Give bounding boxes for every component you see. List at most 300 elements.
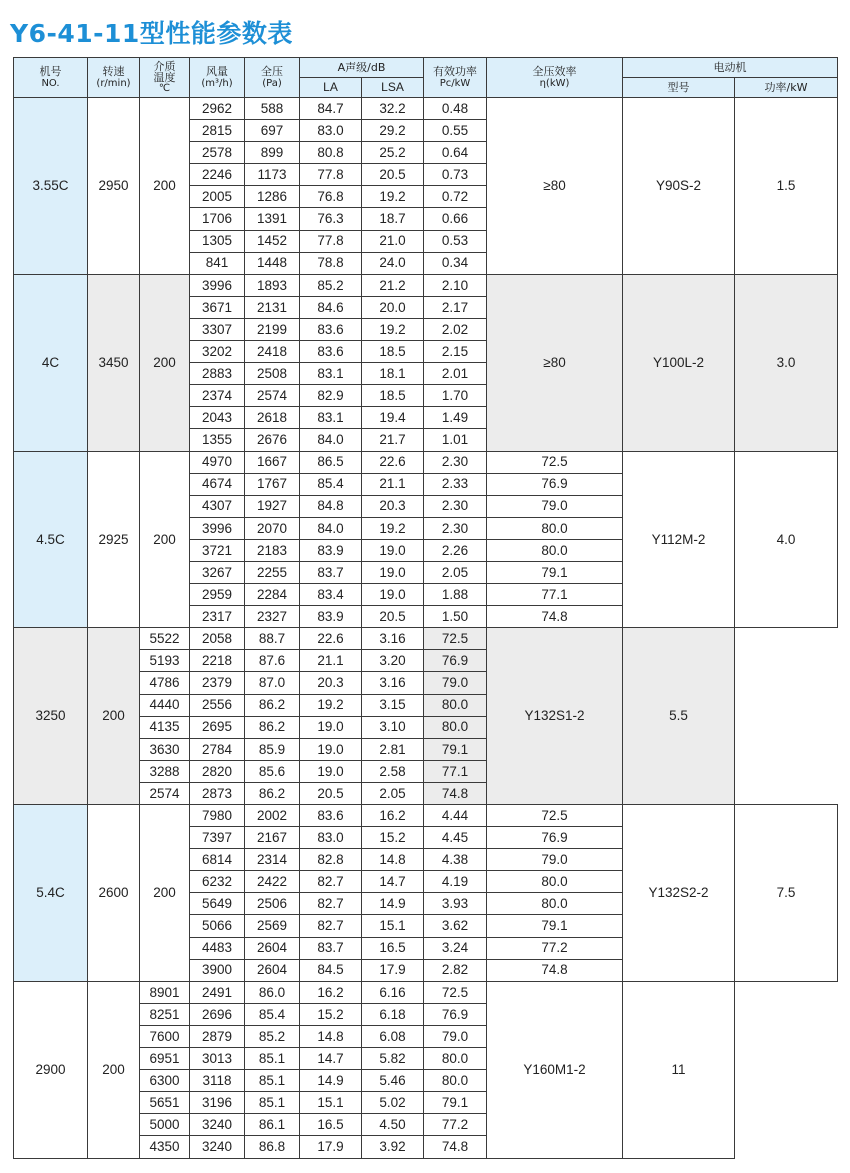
la-cell: 85.1 <box>245 1048 300 1070</box>
lsa-cell: 15.1 <box>300 1092 362 1114</box>
power-cell: 2.30 <box>424 451 487 473</box>
pressure-cell: 1893 <box>245 274 300 296</box>
power-cell: 2.17 <box>424 296 487 318</box>
header-lsa: LSA <box>362 78 424 98</box>
la-cell: 88.7 <box>245 628 300 650</box>
efficiency-cell: 76.9 <box>487 473 623 495</box>
flow-cell: 4440 <box>140 694 190 716</box>
la-cell: 83.4 <box>300 584 362 606</box>
header-speed: 转速 (r/min) <box>88 58 140 98</box>
flow-cell: 3202 <box>190 341 245 363</box>
motor-type-cell: Y90S-2 <box>623 98 735 275</box>
motor-type-cell: Y132S1-2 <box>487 628 623 805</box>
lsa-cell: 14.9 <box>362 893 424 915</box>
flow-cell: 2574 <box>140 782 190 804</box>
lsa-cell: 16.5 <box>300 1114 362 1136</box>
power-cell: 4.44 <box>424 805 487 827</box>
power-cell: 4.50 <box>362 1114 424 1136</box>
la-cell: 86.5 <box>300 451 362 473</box>
efficiency-cell: 79.1 <box>487 915 623 937</box>
power-cell: 6.18 <box>362 1003 424 1025</box>
power-cell: 5.82 <box>362 1048 424 1070</box>
model-number-cell: 4.5C <box>14 451 88 628</box>
la-cell: 86.1 <box>245 1114 300 1136</box>
efficiency-cell: 79.0 <box>424 672 487 694</box>
power-cell: 0.55 <box>424 120 487 142</box>
header-efficiency: 全压效率 η(kW) <box>487 58 623 98</box>
pressure-cell: 3118 <box>190 1070 245 1092</box>
la-cell: 86.2 <box>245 716 300 738</box>
temp-cell: 200 <box>140 98 190 275</box>
pressure-cell: 2508 <box>245 363 300 385</box>
efficiency-cell: ≥80 <box>487 98 623 275</box>
model-number-cell: 5.4C <box>14 805 88 982</box>
flow-cell: 4135 <box>140 716 190 738</box>
flow-cell: 3996 <box>190 517 245 539</box>
pressure-cell: 2131 <box>245 296 300 318</box>
lsa-cell: 15.2 <box>300 1003 362 1025</box>
motor-type-cell: Y112M-2 <box>623 451 735 628</box>
model-block-4-5c <box>14 451 838 628</box>
flow-cell: 4970 <box>190 451 245 473</box>
pressure-cell: 1448 <box>245 252 300 274</box>
power-cell: 3.93 <box>424 893 487 915</box>
la-cell: 82.7 <box>300 871 362 893</box>
power-cell: 0.34 <box>424 252 487 274</box>
la-cell: 82.7 <box>300 915 362 937</box>
temp-cell: 200 <box>88 628 140 805</box>
la-cell: 76.8 <box>300 186 362 208</box>
flow-cell: 7600 <box>140 1025 190 1047</box>
lsa-cell: 19.0 <box>300 760 362 782</box>
lsa-cell: 19.0 <box>362 561 424 583</box>
power-cell: 2.81 <box>362 738 424 760</box>
power-cell: 0.48 <box>424 98 487 120</box>
efficiency-cell: 80.0 <box>487 871 623 893</box>
pressure-cell: 3240 <box>190 1136 245 1158</box>
lsa-cell: 14.9 <box>300 1070 362 1092</box>
efficiency-cell: 76.9 <box>424 650 487 672</box>
power-cell: 3.16 <box>362 672 424 694</box>
efficiency-cell: 74.8 <box>424 1136 487 1158</box>
speed-cell: 3450 <box>88 274 140 451</box>
flow-cell: 7397 <box>190 827 245 849</box>
pressure-cell: 2218 <box>190 650 245 672</box>
pressure-cell: 1927 <box>245 495 300 517</box>
power-cell: 5.46 <box>362 1070 424 1092</box>
lsa-cell: 16.2 <box>362 805 424 827</box>
flow-cell: 5651 <box>140 1092 190 1114</box>
flow-cell: 2005 <box>190 186 245 208</box>
speed-cell: 2925 <box>88 451 140 628</box>
motor-type-cell: Y132S2-2 <box>623 805 735 982</box>
efficiency-cell: 74.8 <box>487 606 623 628</box>
la-cell: 84.5 <box>300 959 362 981</box>
lsa-cell: 29.2 <box>362 120 424 142</box>
lsa-cell: 20.5 <box>362 164 424 186</box>
la-cell: 85.6 <box>245 760 300 782</box>
power-cell: 0.73 <box>424 164 487 186</box>
header-power: 有效功率 Pc/kW <box>424 58 487 98</box>
pressure-cell: 2418 <box>245 341 300 363</box>
la-cell: 85.4 <box>245 1003 300 1025</box>
pressure-cell: 2879 <box>190 1025 245 1047</box>
efficiency-cell: 80.0 <box>487 539 623 561</box>
efficiency-cell: 77.2 <box>487 937 623 959</box>
lsa-cell: 21.1 <box>362 473 424 495</box>
pressure-cell: 1173 <box>245 164 300 186</box>
lsa-cell: 19.2 <box>362 517 424 539</box>
efficiency-cell: 74.8 <box>487 959 623 981</box>
speed-cell: 2600 <box>88 805 140 982</box>
pressure-cell: 588 <box>245 98 300 120</box>
la-cell: 82.8 <box>300 849 362 871</box>
model-block-4c <box>14 274 838 451</box>
flow-cell: 8251 <box>140 1003 190 1025</box>
power-cell: 3.10 <box>362 716 424 738</box>
pressure-cell: 3013 <box>190 1048 245 1070</box>
flow-cell: 4350 <box>140 1136 190 1158</box>
efficiency-cell: 79.0 <box>424 1025 487 1047</box>
lsa-cell: 19.4 <box>362 407 424 429</box>
lsa-cell: 20.5 <box>362 606 424 628</box>
pressure-cell: 2379 <box>190 672 245 694</box>
power-cell: 4.19 <box>424 871 487 893</box>
power-cell: 3.24 <box>424 937 487 959</box>
la-cell: 83.9 <box>300 606 362 628</box>
la-cell: 82.7 <box>300 893 362 915</box>
flow-cell: 2374 <box>190 385 245 407</box>
efficiency-cell: 80.0 <box>424 1070 487 1092</box>
lsa-cell: 25.2 <box>362 142 424 164</box>
power-cell: 0.72 <box>424 186 487 208</box>
flow-cell: 7980 <box>190 805 245 827</box>
pressure-cell: 2058 <box>190 628 245 650</box>
pressure-cell: 697 <box>245 120 300 142</box>
flow-cell: 6951 <box>140 1048 190 1070</box>
la-cell: 77.8 <box>300 230 362 252</box>
power-cell: 2.82 <box>424 959 487 981</box>
model-block-5-4c-high-speed <box>14 981 838 1158</box>
header-noise: A声级/dB <box>300 58 424 78</box>
efficiency-cell: 77.1 <box>487 584 623 606</box>
power-cell: 0.64 <box>424 142 487 164</box>
efficiency-cell: 79.1 <box>424 738 487 760</box>
efficiency-cell: 80.0 <box>487 517 623 539</box>
power-cell: 2.10 <box>424 274 487 296</box>
pressure-cell: 2199 <box>245 318 300 340</box>
lsa-cell: 20.5 <box>300 782 362 804</box>
flow-cell: 2578 <box>190 142 245 164</box>
efficiency-cell: 80.0 <box>424 1048 487 1070</box>
lsa-cell: 19.2 <box>362 186 424 208</box>
lsa-cell: 32.2 <box>362 98 424 120</box>
power-cell: 2.02 <box>424 318 487 340</box>
table-row <box>14 451 838 473</box>
la-cell: 82.9 <box>300 385 362 407</box>
power-cell: 2.30 <box>424 517 487 539</box>
lsa-cell: 24.0 <box>362 252 424 274</box>
lsa-cell: 17.9 <box>362 959 424 981</box>
motor-type-cell: Y160M1-2 <box>487 981 623 1158</box>
pressure-cell: 2327 <box>245 606 300 628</box>
lsa-cell: 18.5 <box>362 341 424 363</box>
model-number-cell: 3.55C <box>14 98 88 275</box>
lsa-cell: 21.2 <box>362 274 424 296</box>
la-cell: 86.8 <box>245 1136 300 1158</box>
lsa-cell: 19.2 <box>300 694 362 716</box>
motor-power-cell: 11 <box>623 981 735 1158</box>
lsa-cell: 18.7 <box>362 208 424 230</box>
flow-cell: 2962 <box>190 98 245 120</box>
lsa-cell: 21.1 <box>300 650 362 672</box>
la-cell: 77.8 <box>300 164 362 186</box>
pressure-cell: 2695 <box>190 716 245 738</box>
power-cell: 1.70 <box>424 385 487 407</box>
lsa-cell: 20.3 <box>362 495 424 517</box>
pressure-cell: 2873 <box>190 782 245 804</box>
lsa-cell: 19.0 <box>300 738 362 760</box>
performance-table <box>13 57 838 1159</box>
la-cell: 84.7 <box>300 98 362 120</box>
pressure-cell: 1667 <box>245 451 300 473</box>
pressure-cell: 2255 <box>245 561 300 583</box>
la-cell: 84.8 <box>300 495 362 517</box>
flow-cell: 1355 <box>190 429 245 451</box>
efficiency-cell: 79.0 <box>487 495 623 517</box>
motor-power-cell: 5.5 <box>623 628 735 805</box>
temp-cell: 200 <box>140 451 190 628</box>
power-cell: 1.88 <box>424 584 487 606</box>
pressure-cell: 1391 <box>245 208 300 230</box>
efficiency-cell: 72.5 <box>487 451 623 473</box>
model-block-4-5c-high-speed <box>14 628 838 805</box>
pressure-cell: 1452 <box>245 230 300 252</box>
pressure-cell: 3240 <box>190 1114 245 1136</box>
lsa-cell: 17.9 <box>300 1136 362 1158</box>
pressure-cell: 2284 <box>245 584 300 606</box>
header-temp: 介质温度 ℃ <box>140 58 190 98</box>
flow-cell: 3307 <box>190 318 245 340</box>
efficiency-cell: 79.0 <box>487 849 623 871</box>
flow-cell: 4674 <box>190 473 245 495</box>
la-cell: 83.6 <box>300 805 362 827</box>
la-cell: 83.0 <box>300 120 362 142</box>
lsa-cell: 22.6 <box>300 628 362 650</box>
lsa-cell: 22.6 <box>362 451 424 473</box>
model-block-5-4c <box>14 805 838 982</box>
efficiency-cell: 80.0 <box>487 893 623 915</box>
flow-cell: 5000 <box>140 1114 190 1136</box>
efficiency-cell: 76.9 <box>487 827 623 849</box>
speed-cell: 2900 <box>14 981 88 1158</box>
power-cell: 6.16 <box>362 981 424 1003</box>
lsa-cell: 16.2 <box>300 981 362 1003</box>
pressure-cell: 3196 <box>190 1092 245 1114</box>
la-cell: 83.0 <box>300 827 362 849</box>
flow-cell: 3288 <box>140 760 190 782</box>
flow-cell: 2043 <box>190 407 245 429</box>
power-cell: 3.20 <box>362 650 424 672</box>
efficiency-cell: 74.8 <box>424 782 487 804</box>
header-motor: 电动机 <box>623 58 838 78</box>
power-cell: 2.33 <box>424 473 487 495</box>
pressure-cell: 1286 <box>245 186 300 208</box>
pressure-cell: 2820 <box>190 760 245 782</box>
power-cell: 2.58 <box>362 760 424 782</box>
table-row <box>14 805 838 827</box>
la-cell: 87.0 <box>245 672 300 694</box>
power-cell: 6.08 <box>362 1025 424 1047</box>
pressure-cell: 2574 <box>245 385 300 407</box>
model-block-3-55c <box>14 98 838 275</box>
power-cell: 2.26 <box>424 539 487 561</box>
flow-cell: 5193 <box>140 650 190 672</box>
flow-cell: 3996 <box>190 274 245 296</box>
la-cell: 85.1 <box>245 1070 300 1092</box>
lsa-cell: 20.0 <box>362 296 424 318</box>
flow-cell: 5522 <box>140 628 190 650</box>
la-cell: 83.6 <box>300 341 362 363</box>
lsa-cell: 19.0 <box>362 584 424 606</box>
table-row <box>14 981 838 1003</box>
pressure-cell: 2422 <box>245 871 300 893</box>
temp-cell: 200 <box>140 805 190 982</box>
la-cell: 86.2 <box>245 694 300 716</box>
power-cell: 3.92 <box>362 1136 424 1158</box>
efficiency-cell: 80.0 <box>424 716 487 738</box>
power-cell: 1.50 <box>424 606 487 628</box>
power-cell: 2.15 <box>424 341 487 363</box>
model-number-cell: 4C <box>14 274 88 451</box>
lsa-cell: 19.2 <box>362 318 424 340</box>
la-cell: 83.7 <box>300 561 362 583</box>
table-row <box>14 628 838 650</box>
efficiency-cell: 77.2 <box>424 1114 487 1136</box>
power-cell: 3.62 <box>424 915 487 937</box>
lsa-cell: 14.8 <box>362 849 424 871</box>
la-cell: 85.1 <box>245 1092 300 1114</box>
flow-cell: 6814 <box>190 849 245 871</box>
pressure-cell: 2618 <box>245 407 300 429</box>
pressure-cell: 2569 <box>245 915 300 937</box>
lsa-cell: 14.7 <box>362 871 424 893</box>
flow-cell: 2246 <box>190 164 245 186</box>
header-motor-power: 功率/kW <box>735 78 838 98</box>
efficiency-cell: 72.5 <box>424 628 487 650</box>
flow-cell: 6300 <box>140 1070 190 1092</box>
la-cell: 83.1 <box>300 407 362 429</box>
pressure-cell: 2070 <box>245 517 300 539</box>
lsa-cell: 14.7 <box>300 1048 362 1070</box>
power-cell: 1.01 <box>424 429 487 451</box>
pressure-cell: 2506 <box>245 893 300 915</box>
temp-cell: 200 <box>140 274 190 451</box>
flow-cell: 3671 <box>190 296 245 318</box>
header-flow: 风量 (m³/h) <box>190 58 245 98</box>
power-cell: 0.53 <box>424 230 487 252</box>
lsa-cell: 15.1 <box>362 915 424 937</box>
la-cell: 86.2 <box>245 782 300 804</box>
flow-cell: 5649 <box>190 893 245 915</box>
flow-cell: 1305 <box>190 230 245 252</box>
power-cell: 2.05 <box>362 782 424 804</box>
la-cell: 80.8 <box>300 142 362 164</box>
header-la: LA <box>300 78 362 98</box>
flow-cell: 841 <box>190 252 245 274</box>
pressure-cell: 2167 <box>245 827 300 849</box>
lsa-cell: 21.7 <box>362 429 424 451</box>
pressure-cell: 1767 <box>245 473 300 495</box>
lsa-cell: 21.0 <box>362 230 424 252</box>
power-cell: 2.30 <box>424 495 487 517</box>
efficiency-cell: 77.1 <box>424 760 487 782</box>
pressure-cell: 2696 <box>190 1003 245 1025</box>
motor-power-cell: 7.5 <box>735 805 838 982</box>
pressure-cell: 2604 <box>245 937 300 959</box>
power-cell: 2.05 <box>424 561 487 583</box>
efficiency-cell: 72.5 <box>424 981 487 1003</box>
power-cell: 1.49 <box>424 407 487 429</box>
flow-cell: 3630 <box>140 738 190 760</box>
la-cell: 78.8 <box>300 252 362 274</box>
motor-power-cell: 4.0 <box>735 451 838 628</box>
efficiency-cell: ≥80 <box>487 274 623 451</box>
header-pressure: 全压 (Pa) <box>245 58 300 98</box>
motor-type-cell: Y100L-2 <box>623 274 735 451</box>
efficiency-cell: 79.1 <box>487 561 623 583</box>
la-cell: 85.2 <box>300 274 362 296</box>
power-cell: 5.02 <box>362 1092 424 1114</box>
lsa-cell: 14.8 <box>300 1025 362 1047</box>
la-cell: 85.4 <box>300 473 362 495</box>
header-motor-type: 型号 <box>623 78 735 98</box>
power-cell: 4.45 <box>424 827 487 849</box>
table-header <box>14 58 838 98</box>
pressure-cell: 2556 <box>190 694 245 716</box>
la-cell: 83.9 <box>300 539 362 561</box>
lsa-cell: 19.0 <box>362 539 424 561</box>
la-cell: 85.9 <box>245 738 300 760</box>
pressure-cell: 2676 <box>245 429 300 451</box>
flow-cell: 6232 <box>190 871 245 893</box>
flow-cell: 8901 <box>140 981 190 1003</box>
temp-cell: 200 <box>88 981 140 1158</box>
table-row <box>14 274 838 296</box>
header-model: 机号 NO. <box>14 58 88 98</box>
la-cell: 85.2 <box>245 1025 300 1047</box>
la-cell: 84.0 <box>300 517 362 539</box>
flow-cell: 4786 <box>140 672 190 694</box>
flow-cell: 3900 <box>190 959 245 981</box>
la-cell: 84.6 <box>300 296 362 318</box>
power-cell: 4.38 <box>424 849 487 871</box>
power-cell: 3.15 <box>362 694 424 716</box>
lsa-cell: 16.5 <box>362 937 424 959</box>
pressure-cell: 899 <box>245 142 300 164</box>
power-cell: 2.01 <box>424 363 487 385</box>
flow-cell: 2317 <box>190 606 245 628</box>
la-cell: 83.6 <box>300 318 362 340</box>
motor-power-cell: 1.5 <box>735 98 838 275</box>
flow-cell: 2959 <box>190 584 245 606</box>
la-cell: 87.6 <box>245 650 300 672</box>
lsa-cell: 20.3 <box>300 672 362 694</box>
efficiency-cell: 76.9 <box>424 1003 487 1025</box>
flow-cell: 5066 <box>190 915 245 937</box>
lsa-cell: 19.0 <box>300 716 362 738</box>
flow-cell: 3267 <box>190 561 245 583</box>
